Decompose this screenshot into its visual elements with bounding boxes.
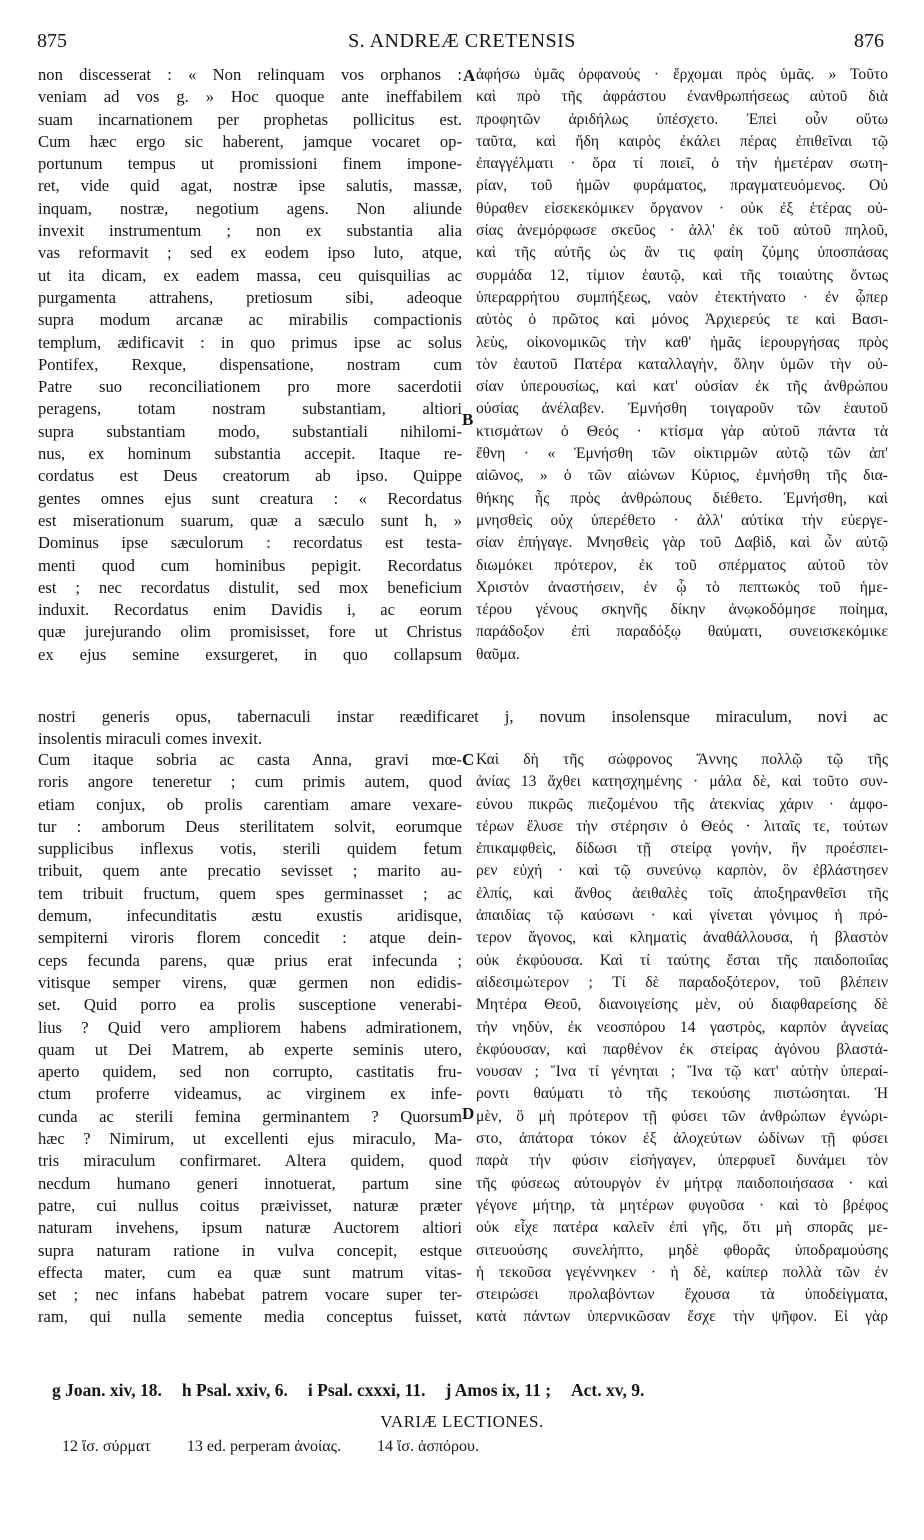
text-line: insolentis miraculi comes invexit. (38, 729, 262, 749)
greek-column-top (476, 64, 888, 666)
text-line: συρμάδα 12, τίμιον ἑαυτῷ, καὶ τῆς τοιαύτης ὄντως (476, 266, 888, 284)
text-line: ἐκφύουσαν, καὶ παρθένον ἐκ στείρας ἀγόνου βλαστά- (476, 1040, 888, 1058)
text-line: ἡ τεκοῦσα γεγέννηκεν · ἡ δὲ, καίπερ πολλὰ τῶν ἐν (476, 1263, 888, 1281)
text-line: θαῦμα. (476, 645, 520, 663)
text-line: purgamenta attrahens, pretiosum sibi, adeoque (38, 287, 462, 307)
text-line: ἀφήσω ὑμᾶς ὀρφανούς · ἔρχομαι πρὸς ὑμᾶς. » Τοῦτο (476, 66, 888, 83)
text-line: αὐτὸς ὁ πρῶτος καὶ μόνος Ἀρχιερεύς τε καὶ Βασι- (476, 311, 888, 329)
text-line: ceps fecunda parens, quæ prius erat infecunda ; (38, 950, 462, 970)
text-line: effecta mater, cum ea quæ sunt matrum vitas- (38, 1262, 462, 1282)
text-line: τὴν νηδὺν, ἐκ νεοσπόρου 14 γαστρὸς, καρπὸν ἁγνείας (476, 1018, 888, 1036)
text-line: μνησθεὶς οὐχ ὑπερέθετο · ἀλλ' αὐτίκα τὴν εὐεργε- (476, 511, 888, 529)
text-line: tur : amborum Deus sterilitatem solvit, eorumque (38, 816, 462, 836)
text-line: lius ? Quid vero ampliorem habens admirationem, (38, 1017, 462, 1037)
text-line: tris miraculum confirmaret. Altera quidem, quod (38, 1151, 462, 1171)
section-marker-d: D (462, 1104, 475, 1123)
text-line: διωμόκει πρότερον, ἐκ τοῦ σπέρματος αὐτοῦ τὸν (476, 556, 888, 574)
text-line: est ; nec recordatus distulit, sed mox beneficium (38, 577, 462, 597)
section-marker-a: A (463, 66, 476, 85)
page-header (0, 30, 924, 62)
section-marker-b: B (462, 410, 474, 429)
text-line: sempiterni viroris florem concedit : atque dein- (38, 928, 462, 948)
text-line: παράδοξον ἐπὶ παραδόξῳ θαύματι, συνεισκεκόμικε (476, 623, 888, 641)
text-line: ὑπεραρρήτου συμπήξεως, ναὸν ἐτεκτήνατο · ἐν ᾧπερ (476, 288, 888, 306)
text-line: ταῦτα, καὶ ἤδη καιρὸς ἐκάλει πέρας ἐπιθεῖναι τῷ (476, 132, 888, 150)
text-line: ex ejus semine exsurgeret, in quo collapsum (38, 644, 462, 664)
variant-reading: 13 ed. perperam ἀνοίας. (186, 1438, 342, 1455)
text-line: ram, qui nulla semente media conceptus fuisset, (38, 1307, 462, 1327)
text-line: σιτευούσης συνελήπτο, μηδὲ φθορᾶς ὑποδραμούσης (476, 1241, 888, 1259)
text-line: τῆς φύσεως αὐτουργὸν ἐν μήτρᾳ παιδοποιήσασα · καὶ (476, 1174, 888, 1192)
text-line: ut ita dicam, ex eadem massa, ceu quisquilias ac (38, 265, 462, 285)
greek-column-bottom (476, 749, 888, 1329)
text-line: non discesserat : « Non relinquam vos orphanos : (38, 65, 462, 84)
text-line: set ; nec infans habebat patrem vocare super ter- (38, 1285, 462, 1305)
text-line: menti quod cum hominibus pepigit. Recordatus (38, 555, 462, 575)
text-line: portunum tempus ut promissioni finem impone- (38, 154, 462, 174)
text-line: demum, infecunditatis æstu exustis aridisque, (38, 906, 462, 926)
text-line: set. Quid porro ea prolis susceptione venerabi- (38, 995, 462, 1015)
text-line: cunda ac sterili femina germinantem ? Quorsum (38, 1106, 462, 1126)
text-line: οὐκ εἶχε πατέρα καλεῖν ἐπὶ γῆς, ὅτι μὴ σπορᾶς με- (476, 1219, 888, 1237)
text-line: στειρώσει προλαβόντων ἔχουσα τὰ ὑποδείγματα, (476, 1286, 888, 1304)
text-line: tem tribuit fructum, quem spes germinasset ; ac (38, 883, 462, 903)
text-line: οὐκ ἐκφύουσα. Καὶ τί ταύτης ἔσται τῆς παιδοποιΐας (476, 951, 888, 969)
text-line: ret, vide quid agat, nostræ ipse salutis, massæ, (38, 176, 462, 196)
text-line: κτισμάτων ὁ Θεός · κτίσμα γὰρ αὐτοῦ πάντα τὰ (476, 422, 888, 440)
text-line: ἐλπίς, καὶ ἄνθος ἀειθαλὲς τοῖς ἀποξηρανθεῖσι τῆς (476, 884, 888, 902)
text-line: αἰδεσιμώτερον ; Τί δὲ παραδοξότερον, τοῦ βλέπειν (476, 973, 888, 991)
text-line: τέρου γένους σκηνῆς δίκην ἀνῳκοδόμησε ποίημα, (476, 601, 888, 619)
text-line: νουσαν ; Ἵνα τί γένηται ; Ἵνα τῷ κατ' αὐτὴν ὑπεραί- (476, 1063, 888, 1081)
text-line: quam ut Dei Matrem, ab experte seminis utero, (38, 1039, 462, 1059)
text-line: καὶ τῆς αὐτῆς ὡς ἂν τις φαίη ζύμης ὑποσπάσας (476, 244, 888, 262)
text-line: quæ jurejurando olim promisisset, fore ut Christus (38, 622, 462, 642)
text-line: supra modum arcanæ ac mirabilis compactionis (38, 310, 462, 330)
text-line: supra substantiam modo, substantiali nihilomi- (38, 421, 462, 441)
text-line: est miserationum suarum, quæ a sæculo sunt h, » (38, 510, 462, 530)
latin-column-bottom (38, 749, 462, 1329)
section-marker-c: C (462, 750, 475, 769)
reference-item: Act. xv, 9. (571, 1380, 645, 1400)
text-line: inquam, nostræ, negotium agens. Non aliunde (38, 198, 462, 218)
text-line: Cum hæc ergo sic haberent, jamque vocaret op- (38, 131, 462, 151)
page-number-right: 876 (854, 30, 884, 52)
text-line: θύραθεν εἰσεκεκόμικεν ὄργανον · οὐκ ἐξ ἑτέρας οὐ- (476, 199, 888, 217)
text-line: εύνου πικρῶς πιεζομένου τῆς ἀτεκνίας χάριν · ἀμφο- (476, 795, 888, 813)
page-number-left: 875 (37, 30, 67, 52)
text-line: cordatus est Deus creatorum ab ipso. Quippe (38, 466, 462, 486)
text-line: τερον ἄγονος, καὶ κληματὶς ἀναθάλλουσα, ἡ βλαστὸν (476, 929, 888, 947)
variae-lectiones-list (62, 1438, 515, 1456)
text-line: ρεν εὐχή · καὶ τῷ συνεύνῳ καρπὸν, ὃν ἐβλάστησεν (476, 862, 888, 880)
text-line: induxit. Recordatus enim Davidis i, ac eorum (38, 600, 462, 620)
reference-item: g Joan. xiv, 18. (52, 1380, 162, 1400)
text-line: τὸν ἑαυτοῦ Πατέρα καταλλαγὴν, ὅλην ὑμῶν τὴν οὐ- (476, 355, 888, 373)
text-line: αἰῶνος, » ὁ τῶν αἰώνων Κύριος, ἐμνήσθη τῆς δια- (476, 467, 888, 485)
text-line: ροντι θαύματι τὸ τῆς τεκούσης πιστώσηται. Ἡ (476, 1085, 888, 1103)
text-line: roris angore teneretur ; cum primis autem, quod (38, 772, 462, 792)
text-line: σίαν ἐπήγαγε. Μνησθεὶς γὰρ τοῦ Δαβὶδ, καὶ ὧν αὐτῷ (476, 534, 888, 552)
text-line: κατὰ πάντων ὑπερνικῶσαν ἔσχε τὴν ψῆφον. Εἰ γὰρ (476, 1308, 888, 1326)
running-title: S. ANDREÆ CRETENSIS (348, 30, 576, 52)
text-line: Dominus ipse sæculorum : recordatus est testa- (38, 533, 462, 553)
text-line: gentes omnes ejus sunt creatura : « Recordatus (38, 488, 462, 508)
text-line: γέγονε μήτηρ, τὰ μητέρων φυγοῦσα · καὶ τὸ βρέφος (476, 1196, 888, 1214)
text-line: ἐπικαμφθεὶς, δίδωσι τῇ στείρᾳ γονὴν, ἣν προέσπει- (476, 840, 888, 858)
latin-column-top (38, 64, 462, 666)
text-line: ἐπαγγέλματι · ὅρα τί ποιεῖ, ὁ τὴν ἡμετέραν σωτη- (476, 155, 888, 173)
text-line: θήκης ἧς πρὸς ἀνθρώπους διέθετο. Ἐμνήσθη, καὶ (476, 489, 888, 507)
text-line: naturam invehens, ipsum naturæ Auctorem altiori (38, 1218, 462, 1238)
text-line: ctum proferre videamus, ac virginem ex infe- (38, 1084, 462, 1104)
text-line: μὲν, ὃ μὴ πρότερον τῇ φύσει τῶν ἀνθρώπων ἐγνώρι- (476, 1107, 888, 1125)
text-line: tribuit, quem ante precatio sevisset ; marito au- (38, 861, 462, 881)
text-line: ἀνίας 13 ἄχθει κατησχημένης · μάλα δὲ, καὶ τοῦτο συν- (476, 773, 888, 791)
text-line: Cum itaque sobria ac casta Anna, gravi mœ- (38, 750, 462, 769)
text-line: Καὶ δὴ τῆς σώφρονος Ἄννης πολλῷ τῷ τῆς (476, 751, 888, 768)
text-line: invexit instrumentum ; non ex substantia alia (38, 221, 462, 241)
scripture-references (52, 1380, 852, 1401)
text-line: patre, cui nullus coitus præivisset, naturæ præter (38, 1195, 462, 1215)
reference-item: h Psal. xxiv, 6. (181, 1380, 288, 1400)
reference-item: j Amos ix, 11 ; (445, 1380, 552, 1400)
text-line: καὶ πρὸ τῆς ἀφράστου ἐνανθρωπήσεως αὐτοῦ διὰ (476, 88, 888, 106)
text-line: ἔθνη · « Ἐμνήσθη τῶν οἰκτιρμῶν αὐτῷ τῶν ἀπ' (476, 445, 888, 463)
text-line: Patre suo reconciliationem pro more sacerdotii (38, 377, 462, 397)
text-line: σίας ἀνεμόρφωσε σκεῦος · ἀλλ' ἐκ τοῦ αὐτοῦ πηλοῦ, (476, 222, 888, 240)
text-line: Μητέρα Θεοῦ, διανοιγείσης μὲν, οὐ διαφθαρείσης δὲ (476, 996, 888, 1014)
text-line: Pontifex, Rexque, dispensatione, nostram cum (38, 354, 462, 374)
text-line: παρὰ τὴν φύσιν εἰσήγαγεν, ὑπερφυεῖ δυνάμει τὸν (476, 1152, 888, 1170)
text-line: hæc ? Nimirum, ut excellenti ejus miraculo, Ma- (38, 1129, 462, 1149)
variant-reading: 12 ἴσ. σύρματ (62, 1438, 151, 1455)
text-line: peragens, totam nostram substantiam, altiori (38, 399, 462, 419)
text-line: οὐσίας ἀνέλαβεν. Ἐμνήσθη τοιγαροῦν τῶν ἑαυτοῦ (476, 400, 888, 418)
variae-lectiones-title: VARIÆ LECTIONES. (380, 1412, 544, 1431)
text-line: supplicibus inflexus votis, sterili quidem fetum (38, 839, 462, 859)
text-line: necdum humano generi innotuerat, partum sine (38, 1173, 462, 1193)
text-line: vas reformavit ; sed ex eodem ipso luto, atque, (38, 243, 462, 263)
text-line: supra naturam ratione in vulva concepit, estque (38, 1240, 462, 1260)
text-line: προφητῶν ἀριδήλως ὑπέσχετο. Ἐπεὶ οὖν οὕτω (476, 110, 888, 128)
full-width-continuation (38, 706, 888, 751)
text-line: τέρων ἔλυσε τὴν στέρησιν ὁ Θεός · λιταῖς τε, τούτων (476, 817, 888, 835)
text-line: nostri generis opus, tabernaculi instar reædificaret j, novum insolensque miraculum, novi ac (38, 707, 888, 726)
text-line: veniam ad vos g. » Hoc quoque ante ineffabilem (38, 87, 462, 107)
text-line: σίαν ὑπερουσίως, καὶ κατ' οὐσίαν ἐκ τῆς ἀνθρώπου (476, 378, 888, 396)
text-line: Χριστὸν ἀναστήσειν, ἐν ᾧ τὸ πεπτωκὸς τοῦ ἡμε- (476, 578, 888, 596)
text-line: suam incarnationem per prophetas pollicitus est. (38, 109, 462, 129)
text-line: etiam conjux, ob prolis carentiam amare vexare- (38, 794, 462, 814)
text-line: στο, ἀπάτορα τόκον ἐξ ἀλοχεύτων ὠδίνων τῇ φύσει (476, 1130, 888, 1148)
text-line: nus, ex hominum substantia accepit. Itaque re- (38, 444, 462, 464)
text-line: ἀπαιδίας τῷ καύσωνι · καὶ γίνεται γόνιμος ἡ πρό- (476, 907, 888, 925)
reference-item: i Psal. cxxxi, 11. (307, 1380, 426, 1400)
text-line: templum, ædificavit : in quo primus ipse ac solus (38, 332, 462, 352)
text-line: λεὺς, οἰκονομικῶς τὴν καθ' ἡμᾶς ἱερουργήσας πρὸς (476, 333, 888, 351)
variant-reading: 14 ἴσ. ἀσπόρου. (377, 1438, 479, 1455)
text-line: ρίαν, τοῦ ἡμῶν φυράματος, πραγματευόμενος. Οὐ (476, 177, 888, 195)
text-line: vitisque semper virens, quæ germen non edidis- (38, 972, 462, 992)
text-line: aperto quidem, sed non corrupto, castitatis fru- (38, 1062, 462, 1082)
